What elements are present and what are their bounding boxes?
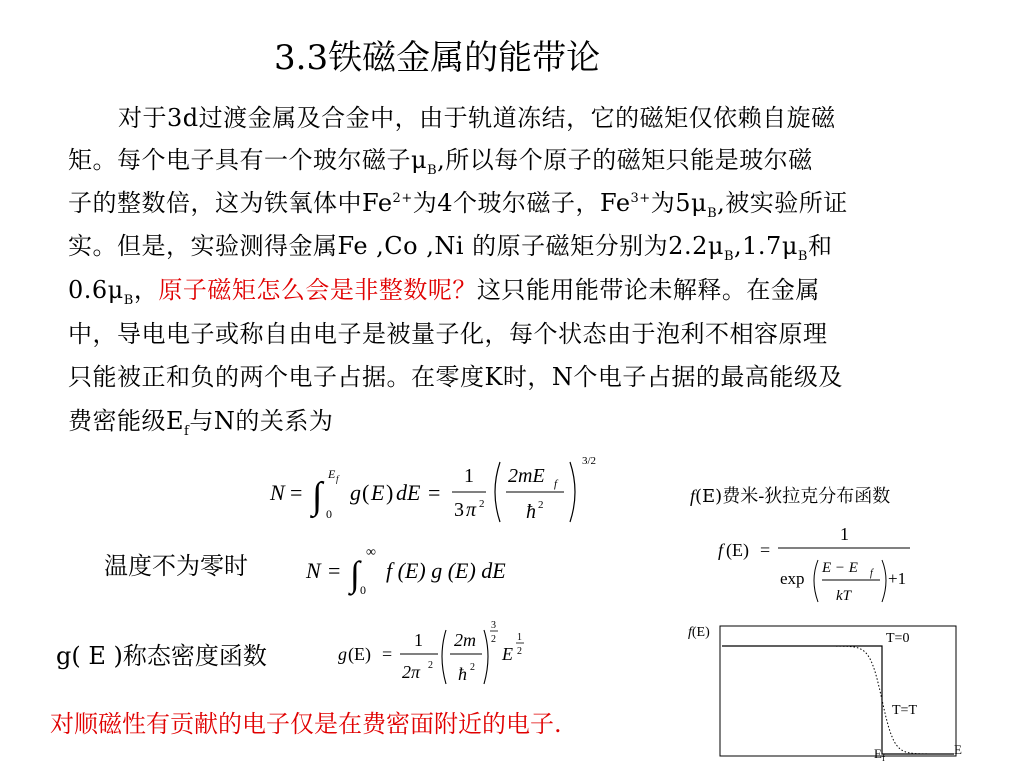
svg-text:(E): (E) [726,540,749,560]
svg-text:E: E [502,644,513,664]
paragraph-line-5: $0.6\mu_B$，原子磁矩怎么会是非整数呢？这只能用能带论未解释。在金属 [68,276,820,308]
svg-text:2π: 2π [402,662,421,682]
svg-text:dE: dE [396,480,421,505]
svg-text:2m: 2m [454,630,476,650]
svg-text:(E): (E) [348,644,371,664]
svg-text:=: = [760,540,771,560]
svg-text:ħ: ħ [458,664,467,684]
fermi-dirac-plot [686,618,976,764]
plot-ylabel: f(E) [688,625,710,640]
svg-text:f(E): f(E) [686,618,688,619]
svg-text:f: f [718,540,724,560]
dos-label: g( E )称态密度函数 [56,642,267,670]
svg-text:3: 3 [491,620,496,631]
svg-text:ħ: ħ [526,501,536,523]
svg-text:1: 1 [840,524,849,544]
curve-TT [836,646,936,754]
fermi-dirac-equation [716,520,916,610]
svg-text:2: 2 [428,660,433,671]
svg-text:f: f [870,568,873,579]
svg-text:): ) [386,480,394,505]
plot-xlabel: E [954,742,962,757]
svg-text:+1: +1 [888,569,907,588]
svg-text:g: g [338,644,347,664]
fermi-function-label: f(E)费米-狄拉克分布函数 [690,486,891,507]
svg-text:kT: kT [836,588,851,604]
svg-text:2mE: 2mE [508,465,545,487]
legend-T0: T=0 [886,631,910,646]
ef-marker-label: $E_f$ [874,746,885,763]
page-title: 3.3铁磁金属的能带论 [274,38,601,78]
paragraph-line-2: 矩。每个电子具有一个玻尔磁子$\mu_B$,所以每个原子的磁矩只能是玻尔磁 [68,146,813,178]
svg-text:2: 2 [491,634,496,645]
paragraph-line-4: 实。但是，实验测得金属Fe ,Co ,Ni 的原子磁矩分别为$2.2\mu_B,1.7\mu_B$和 [68,232,833,264]
fermi-energy-equation [268,452,608,530]
svg-text:E: E [328,467,336,481]
svg-text:1: 1 [464,465,474,487]
svg-text:=: = [290,480,303,505]
svg-text:f: f [336,474,339,484]
svg-text:0: 0 [326,507,332,521]
svg-text:2: 2 [470,662,475,673]
svg-text:(: ( [362,480,370,505]
paragraph-line-6: 中，导电电子或称自由电子是被量子化，每个状态由于泡利不相容原理 [68,320,828,348]
electron-count-equation [302,542,532,602]
integral-sign: ∫ [350,554,360,594]
svg-text:2: 2 [479,498,485,510]
curve-T0 [722,646,954,754]
svg-text:=: = [382,644,393,664]
svg-text:1: 1 [414,630,423,650]
svg-text:g: g [350,480,361,505]
legend-TT: T=T [892,703,917,718]
temperature-label: 温度不为零时 [104,552,248,580]
svg-text:π: π [466,499,477,521]
paragraph-line-1: 对于3d过渡金属及合金中，由于轨道冻结，它的磁矩仅依赖自旋磁 [118,104,836,132]
paragraph-line-3: 子的整数倍，这为铁氧体中$Fe^{2+}$为4个玻尔磁子，$Fe^{3+}$为$5\mu_B$,被实验所证 [68,189,848,221]
svg-text:∞: ∞ [366,545,376,560]
conclusion-text: 对顺磁性有贡献的电子仅是在费密面附近的电子. [50,710,562,738]
svg-text:exp: exp [780,569,805,588]
svg-text:E − E: E − E [822,560,858,576]
density-of-states-equation [336,618,556,688]
svg-text:=: = [428,480,441,505]
svg-text:E: E [371,480,385,505]
svg-text:1: 1 [517,632,522,643]
paragraph-line-7: 只能被正和负的两个电子占据。在零度K时，N个电子占据的最高能级及 [68,363,843,391]
svg-text:2: 2 [517,646,522,657]
integral-sign: ∫ [312,475,323,517]
svg-text:=: = [328,558,341,583]
svg-text:0: 0 [360,583,366,597]
svg-text:N: N [270,480,285,505]
svg-text:f (E) g (E) dE: f (E) g (E) dE [386,558,506,583]
svg-text:3/2: 3/2 [582,455,597,467]
svg-text:f: f [554,478,558,490]
svg-text:3: 3 [454,499,464,521]
svg-text:N: N [306,558,321,583]
paragraph-line-8: 费密能级$E_f$与N的关系为 [68,407,334,439]
question-highlight: 原子磁矩怎么会是非整数呢？ [158,276,477,304]
svg-text:2: 2 [538,499,544,511]
